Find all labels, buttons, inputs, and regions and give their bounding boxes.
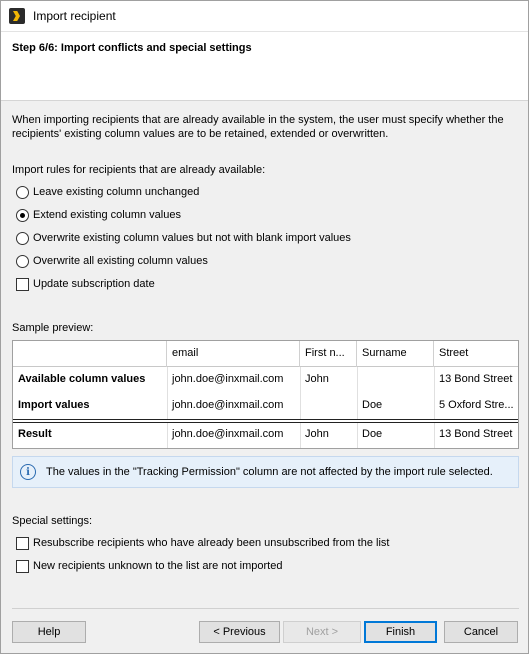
cell-email: john.doe@inxmail.com xyxy=(172,373,284,385)
sample-preview-label: Sample preview: xyxy=(12,322,94,334)
column-header-email[interactable]: email xyxy=(167,341,300,367)
checkbox[interactable] xyxy=(16,537,29,550)
special-settings-label: Special settings: xyxy=(12,515,93,527)
finish-button[interactable]: Finish xyxy=(364,621,437,643)
sample-preview-table xyxy=(12,340,519,449)
column-header-label xyxy=(13,341,167,367)
title-bar xyxy=(1,1,528,31)
info-text: The values in the "Tracking Permission" column are not affected by the import rule selected. xyxy=(46,466,493,478)
checkbox[interactable] xyxy=(16,560,29,573)
info-icon: i xyxy=(20,464,36,480)
cell-surname: Doe xyxy=(362,399,383,411)
row-label: Result xyxy=(18,428,52,440)
radio-button-selected[interactable] xyxy=(16,209,29,222)
footer-divider xyxy=(12,608,519,609)
radio-label: Overwrite all existing column values xyxy=(33,255,208,267)
window-title: Import recipient xyxy=(33,9,116,23)
checkbox-label: Resubscribe recipients who have already been unsubscribed from the list xyxy=(33,537,390,549)
cancel-button[interactable]: Cancel xyxy=(444,621,518,643)
radio-label: Extend existing column values xyxy=(33,209,181,221)
radio-label: Leave existing column unchanged xyxy=(33,186,200,198)
radio-button[interactable] xyxy=(16,186,29,199)
cell-street: 13 Bond Street xyxy=(439,373,513,385)
column-header-surname[interactable]: Surname xyxy=(357,341,434,367)
cell-first-name: John xyxy=(305,428,329,440)
radio-overwrite-not-blank[interactable] xyxy=(16,230,351,246)
checkbox-resubscribe[interactable] xyxy=(16,535,389,551)
checkbox-label: New recipients unknown to the list are not imported xyxy=(33,560,283,572)
row-label: Available column values xyxy=(18,373,146,385)
cell-street: 13 Bond Street xyxy=(439,428,513,440)
info-banner xyxy=(12,456,519,488)
checkbox-label: Update subscription date xyxy=(33,278,155,290)
help-button[interactable]: Help xyxy=(12,621,86,643)
import-rules-label: Import rules for recipients that are already available: xyxy=(12,164,266,176)
description-text: When importing recipients that are already available in the system, the user must specify whether the recipients' existing column values are to be retained, extended or overwritten. xyxy=(12,114,504,140)
radio-leave-unchanged[interactable] xyxy=(16,184,199,200)
row-label: Import values xyxy=(18,399,90,411)
column-header-street[interactable]: Street xyxy=(439,347,469,359)
radio-overwrite-all[interactable] xyxy=(16,253,208,269)
next-button[interactable]: Next > xyxy=(283,621,361,643)
radio-label: Overwrite existing column values but not with blank import values xyxy=(33,232,351,244)
checkbox-update-subscription-date[interactable] xyxy=(16,276,155,292)
radio-extend-values[interactable] xyxy=(16,207,181,223)
cell-surname: Doe xyxy=(362,428,383,440)
column-header-first-name[interactable]: First n... xyxy=(300,341,357,367)
cell-email: john.doe@inxmail.com xyxy=(172,399,284,411)
cell-surname xyxy=(357,368,434,390)
cell-street: 5 Oxford Stre... xyxy=(439,399,514,411)
radio-button[interactable] xyxy=(16,232,29,245)
wizard-header xyxy=(1,31,528,101)
cell-first-name xyxy=(300,394,357,416)
checkbox[interactable] xyxy=(16,278,29,291)
radio-button[interactable] xyxy=(16,255,29,268)
table-header xyxy=(13,341,518,367)
step-title: Step 6/6: Import conflicts and special settings xyxy=(12,42,252,54)
cell-email: john.doe@inxmail.com xyxy=(172,428,284,440)
cell-first-name: John xyxy=(305,373,329,385)
checkbox-not-import-unknown[interactable] xyxy=(16,558,282,574)
previous-button[interactable]: < Previous xyxy=(199,621,280,643)
app-icon xyxy=(9,8,25,24)
